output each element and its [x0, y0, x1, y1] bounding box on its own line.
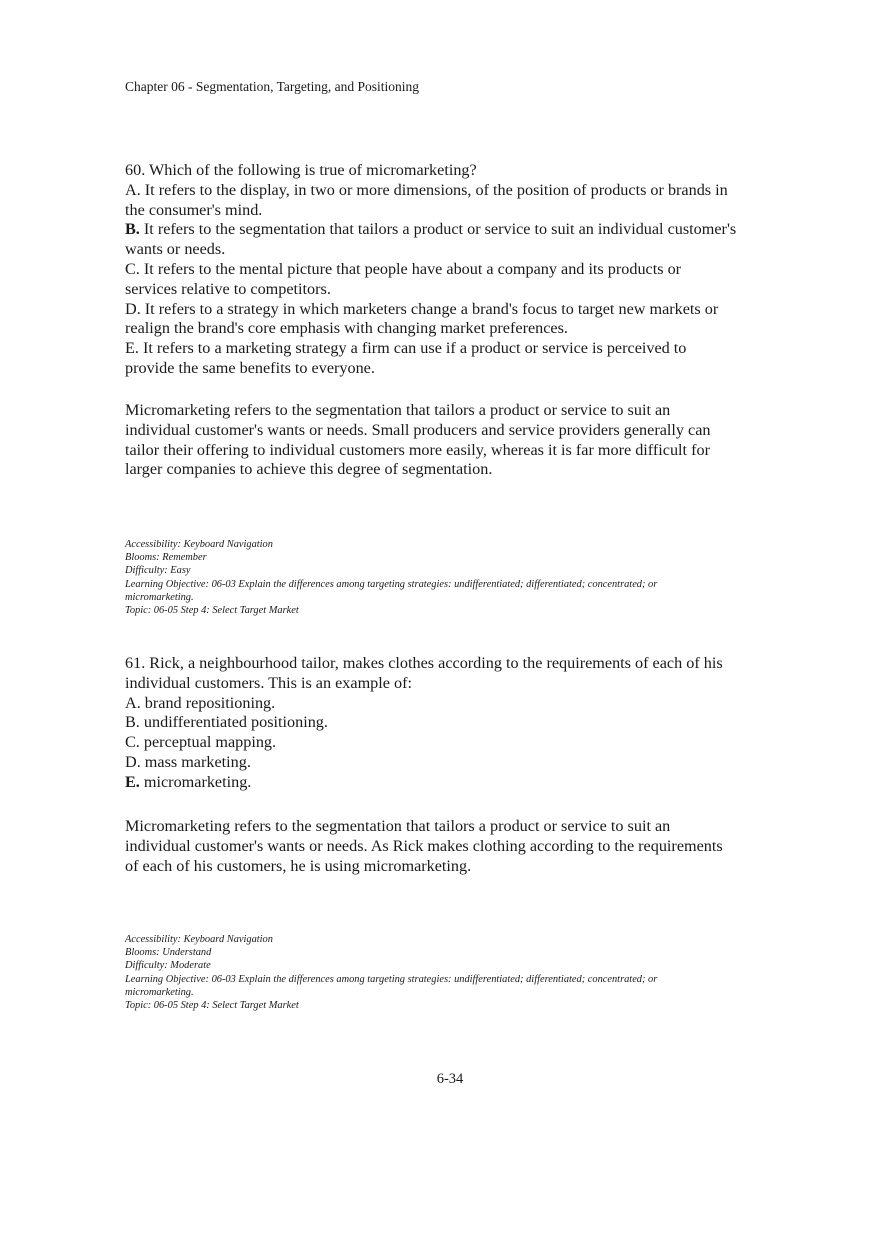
meta-topic: Topic: 06-05 Step 4: Select Target Market — [125, 1000, 299, 1012]
option-letter: D. — [125, 752, 141, 771]
option-text: perceptual mapping. — [143, 733, 277, 752]
option-text: It refers to a strategy in which marketers change a brand's focus to target new markets or — [144, 299, 719, 318]
option-b — [125, 713, 785, 733]
page-number: 6-34 — [436, 1071, 464, 1087]
option-letter-correct: E. — [125, 772, 140, 791]
option-text: undifferentiated positioning. — [143, 713, 328, 732]
question-stem: 60. Which of the following is true of micromarketing? — [125, 161, 477, 179]
option-b-correct — [125, 220, 785, 260]
metadata-60 — [125, 538, 745, 617]
option-text: mass marketing. — [144, 752, 251, 771]
meta-difficulty: Difficulty: Moderate — [125, 960, 211, 972]
meta-learning-objective-cont: micromarketing. — [125, 986, 194, 998]
option-letter: A. — [125, 693, 141, 712]
option-d — [125, 753, 785, 773]
meta-difficulty: Difficulty: Easy — [125, 565, 191, 577]
option-text: It refers to a marketing strategy a firm can use if a product or service is perceived to — [142, 339, 687, 358]
explanation-line: larger companies to achieve this degree of segmentation. — [125, 460, 493, 479]
meta-learning-objective: Learning Objective: 06-03 Explain the differences among targeting strategies: undifferentiated; differentiated; concentrated; or — [125, 973, 658, 985]
option-letter: B. — [125, 713, 140, 732]
option-text-cont: provide the same benefits to everyone. — [125, 358, 375, 377]
option-text-cont: wants or needs. — [125, 240, 226, 259]
option-text: It refers to the mental picture that people have about a company and its products or — [143, 259, 682, 278]
question-stem-cont: individual customers. This is an example of: — [125, 673, 412, 692]
meta-topic: Topic: 06-05 Step 4: Select Target Market — [125, 605, 299, 617]
option-letter: C. — [125, 259, 140, 278]
option-letter: A. — [125, 180, 141, 199]
explanation-line: Micromarketing refers to the segmentation that tailors a product or service to suit an — [125, 401, 671, 419]
meta-learning-objective: Learning Objective: 06-03 Explain the differences among targeting strategies: undifferentiated; differentiated; concentrated; or — [125, 578, 658, 590]
explanation-line: individual customer's wants or needs. Small producers and service providers generally can — [125, 420, 711, 439]
explanation-61 — [125, 817, 785, 876]
option-text: It refers to the display, in two or more dimensions, of the position of products or brands in — [144, 180, 728, 199]
explanation-line: Micromarketing refers to the segmentation that tailors a product or service to suit an — [125, 817, 671, 835]
option-text-cont: services relative to competitors. — [125, 279, 331, 298]
option-c — [125, 733, 785, 753]
option-text-cont: the consumer's mind. — [125, 200, 263, 219]
question-stem: 61. Rick, a neighbourhood tailor, makes clothes according to the requirements of each of his — [125, 654, 723, 672]
meta-accessibility: Accessibility: Keyboard Navigation — [125, 934, 273, 945]
option-a — [125, 181, 785, 221]
metadata-61 — [125, 933, 745, 1012]
option-letter: E. — [125, 339, 139, 358]
explanation-line: individual customer's wants or needs. As Rick makes clothing according to the requirements — [125, 836, 723, 855]
option-text: micromarketing. — [143, 772, 252, 791]
option-c — [125, 260, 785, 300]
meta-blooms: Blooms: Understand — [125, 947, 212, 959]
option-text: brand repositioning. — [144, 693, 276, 712]
option-e-correct — [125, 773, 785, 793]
explanation-line: of each of his customers, he is using micromarketing. — [125, 856, 472, 875]
question-60 — [125, 161, 785, 379]
chapter-header: Chapter 06 - Segmentation, Targeting, and Positioning — [125, 79, 420, 94]
option-a — [125, 694, 785, 714]
meta-accessibility: Accessibility: Keyboard Navigation — [125, 539, 273, 550]
question-61 — [125, 654, 785, 793]
option-e — [125, 339, 785, 379]
option-text-cont: realign the brand's core emphasis with changing market preferences. — [125, 319, 568, 338]
explanation-line: tailor their offering to individual customers more easily, whereas it is far more difficult for — [125, 440, 710, 459]
option-d — [125, 300, 785, 340]
option-letter: C. — [125, 733, 140, 752]
option-letter-correct: B. — [125, 220, 140, 239]
meta-blooms: Blooms: Remember — [125, 552, 207, 564]
option-text: It refers to the segmentation that tailors a product or service to suit an individual customer's — [143, 220, 737, 239]
option-letter: D. — [125, 299, 141, 318]
meta-learning-objective-cont: micromarketing. — [125, 591, 194, 603]
explanation-60 — [125, 401, 785, 480]
